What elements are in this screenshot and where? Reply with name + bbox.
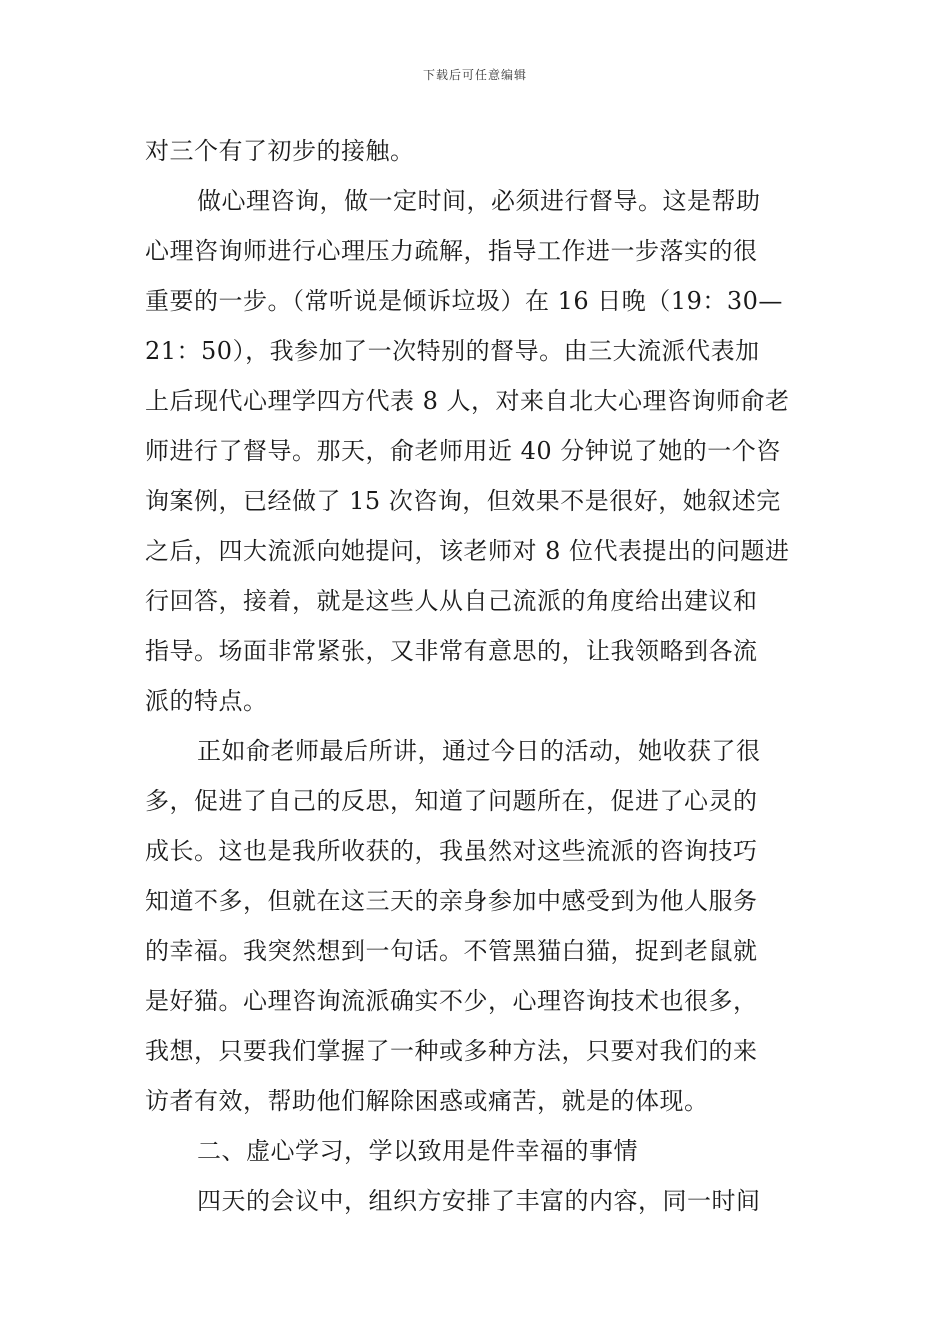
text-line: 做心理咨询，做一定时间，必须进行督导。这是帮助 bbox=[197, 187, 761, 215]
document-body bbox=[145, 126, 810, 1226]
text-line: 我想，只要我们掌握了一种或多种方法，只要对我们的来 bbox=[145, 1037, 758, 1065]
text-line: 之后，四大流派向她提问，该老师对 8 位代表提出的问题进 bbox=[145, 537, 790, 565]
header-note: 下载后可任意编辑 bbox=[422, 68, 527, 82]
text-line: 指导。场面非常紧张，又非常有意思的，让我领略到各流 bbox=[145, 637, 758, 665]
text-line: 重要的一步。（常听说是倾诉垃圾）在 16 日晚（19：30— bbox=[145, 287, 783, 315]
text-line: 多，促进了自己的反思，知道了问题所在，促进了心灵的 bbox=[145, 787, 758, 815]
text-line: 上后现代心理学四方代表 8 人，对来自北大心理咨询师俞老 bbox=[145, 387, 790, 415]
text-line: 知道不多，但就在这三天的亲身参加中感受到为他人服务 bbox=[145, 887, 758, 915]
text-line: 正如俞老师最后所讲，通过今日的活动，她收获了很 bbox=[197, 737, 761, 765]
text-line: 访者有效，帮助他们解除困惑或痛苦，就是的体现。 bbox=[145, 1087, 709, 1115]
text-line: 21：50），我参加了一次特别的督导。由三大流派代表加 bbox=[145, 337, 760, 365]
text-line: 心理咨询师进行心理压力疏解，指导工作进一步落实的很 bbox=[145, 237, 758, 265]
text-line: 是好猫。心理咨询流派确实不少，心理咨询技术也很多， bbox=[145, 987, 758, 1015]
section-heading: 二、虚心学习，学以致用是件幸福的事情 bbox=[197, 1137, 638, 1165]
text-line: 派的特点。 bbox=[145, 687, 268, 715]
text-line: 行回答，接着，就是这些人从自己流派的角度给出建议和 bbox=[145, 587, 758, 615]
text-line: 询案例，已经做了 15 次咨询，但效果不是很好，她叙述完 bbox=[145, 487, 781, 515]
text-line: 对三个有了初步的接触。 bbox=[145, 137, 415, 165]
text-line: 成长。这也是我所收获的，我虽然对这些流派的咨询技巧 bbox=[145, 837, 758, 865]
text-line: 四天的会议中，组织方安排了丰富的内容，同一时间 bbox=[197, 1187, 761, 1215]
text-line: 师进行了督导。那天，俞老师用近 40 分钟说了她的一个咨 bbox=[145, 437, 781, 465]
text-line: 的幸福。我突然想到一句话。不管黑猫白猫，捉到老鼠就 bbox=[145, 937, 758, 965]
